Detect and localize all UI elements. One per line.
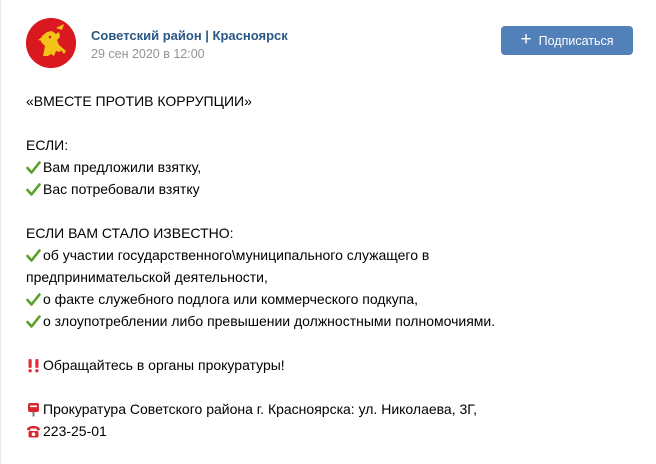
if-item-text: Вам предложили взятку, (43, 159, 202, 175)
post-text (26, 90, 646, 442)
post-title: «ВМЕСТЕ ПРОТИВ КОРРУПЦИИ» (26, 93, 252, 109)
appeal-line (26, 354, 646, 376)
known-item-continuation: предпринимательской деятельности, (26, 269, 268, 285)
double-exclamation-icon (26, 358, 41, 373)
check-mark-icon (26, 248, 41, 263)
check-mark-icon (26, 182, 41, 197)
list-item (26, 310, 646, 332)
post-date[interactable]: 29 сен 2020 в 12:00 (91, 47, 205, 61)
plus-icon: + (520, 29, 532, 50)
address-text: Прокуратура Советского района г. Красноярска: ул. Николаева, 3Г, (43, 401, 478, 417)
phone-text: 223-25-01 (43, 423, 107, 439)
known-item-text: о факте служебного подлога или коммерческого подкупа, (43, 291, 419, 307)
check-mark-icon (26, 292, 41, 307)
appeal-text: Обращайтесь в органы прокуратуры! (43, 357, 285, 373)
if-heading: ЕСЛИ: (26, 137, 69, 153)
list-item (26, 156, 646, 178)
group-name-link[interactable]: Советский район | Красноярск (91, 28, 288, 43)
address-line (26, 398, 646, 420)
lion-emblem-icon (26, 18, 76, 68)
list-item (26, 178, 646, 200)
list-item (26, 244, 646, 266)
known-item-text: о злоупотреблении либо превышении должностными полномочиями. (43, 313, 496, 329)
known-heading: ЕСЛИ ВАМ СТАЛО ИЗВЕСТНО: (26, 225, 234, 241)
subscribe-label: Подписаться (538, 33, 614, 48)
subscribe-button[interactable] (501, 26, 633, 55)
phone-line (26, 420, 646, 442)
list-item (26, 288, 646, 310)
telephone-icon (26, 424, 41, 439)
known-item-text: об участии государственного\муниципального служащего в (43, 247, 430, 263)
group-avatar[interactable] (26, 18, 76, 68)
if-item-text: Вас потребовали взятку (43, 181, 200, 197)
check-mark-icon (26, 160, 41, 175)
check-mark-icon (26, 314, 41, 329)
postbox-icon (26, 402, 41, 417)
